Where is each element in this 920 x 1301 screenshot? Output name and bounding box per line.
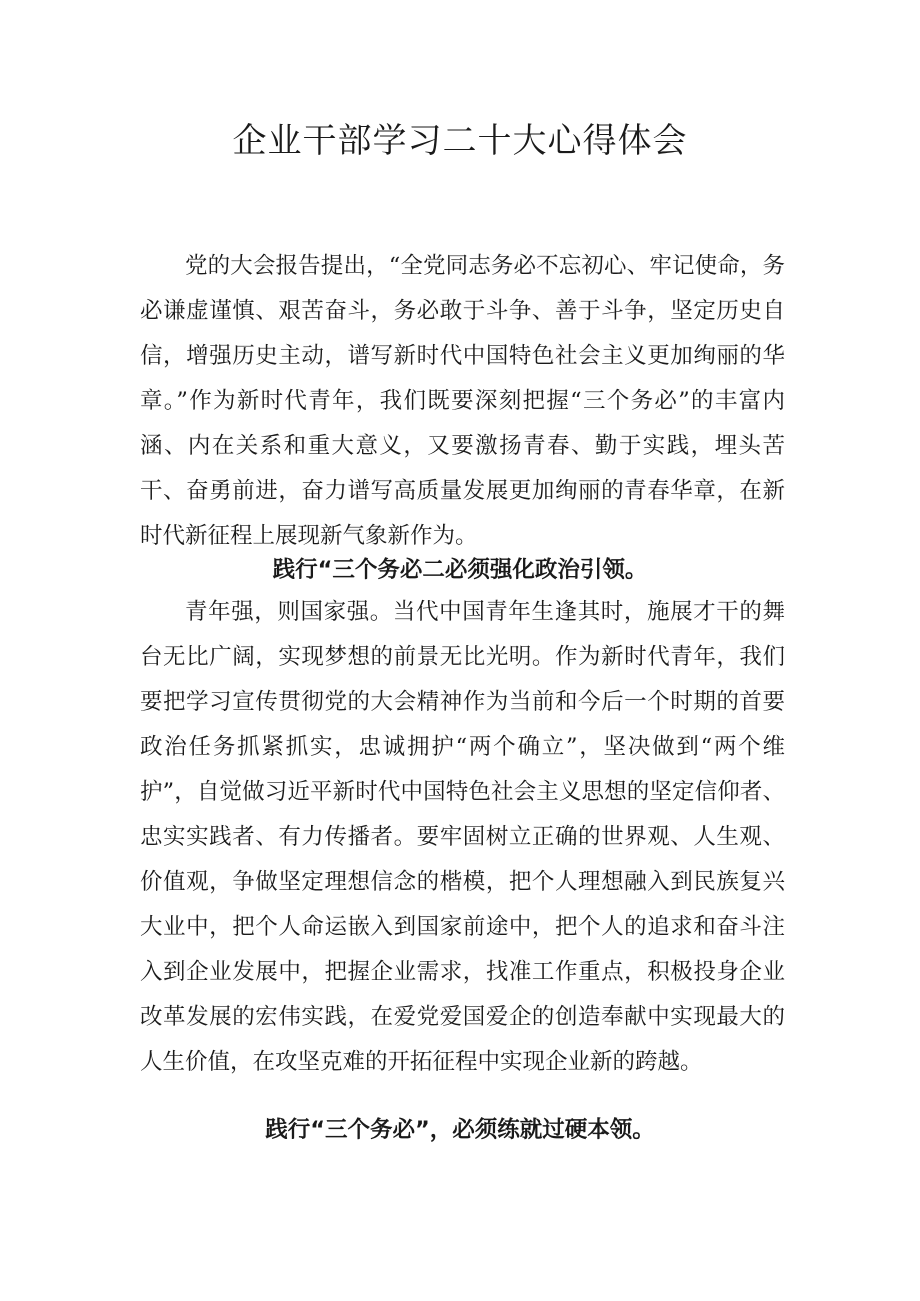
intro-paragraph: 党的大会报告提出，“全党同志务必不忘初心、牢记使命，务必谦虚谨慎、艰苦奋斗，务必敢于斗争、善于斗争，坚定历史自信，增强历史主动，谱写新时代中国特色社会主义更加绚丽的华章。”作为新时代青年，我们既要深刻把握“三个务必”的丰富内涵、内在关系和重大意义，又要激扬青春、勤于实践，埋头苦干、奋勇前进，奋力谱写高质量发展更加绚丽的青春华章，在新时代新征程上展现新气象新作为。	[140, 253, 785, 549]
section-heading-2: 践行“三个务必”，必须练就过硬本领。	[265, 1117, 655, 1143]
document-title: 企业干部学习二十大心得体会	[232, 121, 688, 161]
section-paragraph-1: 青年强，则国家强。当代中国青年生逢其时，施展才干的舞台无比广阔，实现梦想的前景无比光明。作为新时代青年，我们要把学习宣传贯彻党的大会精神作为当前和今后一个时期的首要政治任务抓紧抓实，忠诚拥护“两个确立”，坚决做到“两个维护”，自觉做习近平新时代中国特色社会主义思想的坚定信仰者、忠实实践者、有力传播者。要牢固树立正确的世界观、人生观、价值观，争做坚定理想信念的楷模，把个人理想融入到民族复兴大业中，把个人命运嵌入到国家前途中，把个人的追求和奋斗注入到企业发展中，把握企业需求，找准工作重点，积极投身企业改革发展的宏伟实践，在爱党爱国爱企的创造奉献中实现最大的人生价值，在攻坚克难的开拓征程中实现企业新的跨越。	[140, 599, 785, 1075]
section-heading-1: 践行“三个务必二必须强化政治引领。	[272, 557, 648, 583]
